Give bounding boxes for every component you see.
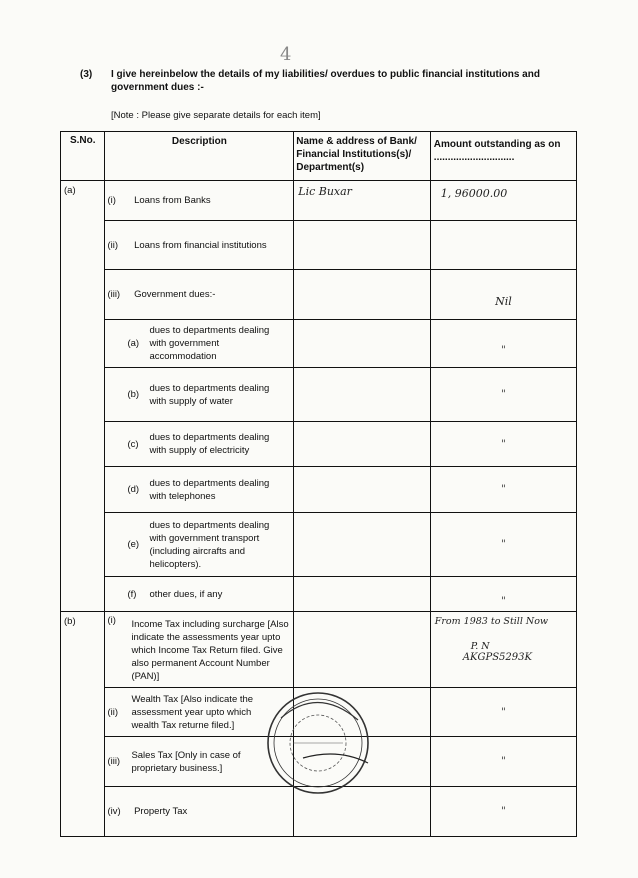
amount-cell (430, 221, 576, 270)
sub-letter: (c) (127, 438, 139, 450)
row-desc: Income Tax including surcharge [Also indicate the assessments year upto which Income Tax Return filed. Give also permanent Account Number (PAN)] (131, 619, 289, 682)
header-sno: S.No. (61, 132, 105, 181)
amount-cell (430, 270, 576, 320)
section-number: (3) (80, 69, 93, 80)
row-desc: Loans from Banks (134, 195, 211, 206)
name-cell (294, 612, 431, 688)
row-desc: other dues, if any (149, 588, 223, 600)
row-number: (iv) (107, 806, 121, 817)
row-number: (iii) (107, 289, 121, 300)
name-cell (294, 787, 431, 837)
desc-cell (105, 270, 294, 320)
row-number: (iii) (107, 756, 121, 767)
table-header-row (61, 132, 577, 181)
handwritten-pan-number: AKGPS5293K (462, 652, 532, 663)
sub-letter: (d) (127, 484, 140, 495)
table-row (61, 737, 577, 787)
row-desc: Loans from financial institutions (134, 239, 267, 251)
handwritten-name: Lic Buxar (298, 185, 352, 198)
amount-cell: " (430, 688, 576, 737)
table-row (61, 270, 577, 320)
desc-cell (105, 688, 294, 737)
amount-cell: " (430, 513, 576, 577)
table-row (61, 787, 577, 837)
table-row (61, 181, 577, 221)
row-desc: Government dues:- (134, 289, 216, 300)
amount-cell (430, 181, 576, 221)
amount-cell: " (430, 467, 576, 513)
row-desc: dues to departments dealing with government transport (including aircrafts and helicopters). (149, 519, 270, 570)
section-note: [Note : Please give separate details for each item] (111, 110, 321, 121)
amount-cell: " (430, 320, 576, 368)
header-amount: Amount outstanding as on ............................. (430, 132, 576, 181)
table-row (61, 368, 577, 422)
name-cell (294, 320, 431, 368)
desc-cell (105, 368, 294, 422)
row-desc: dues to departments dealing with government accommodation (149, 325, 270, 362)
table-row (61, 577, 577, 612)
sub-letter: (e) (127, 539, 140, 550)
section-heading-text: I give hereinbelow the details of my liabilities/ overdues to public financial institutions and government dues :- (111, 69, 540, 93)
table-row (61, 467, 577, 513)
amount-cell: " (430, 422, 576, 467)
row-number: (ii) (107, 706, 118, 718)
amount-cell: " (430, 787, 576, 837)
liabilities-table (60, 131, 577, 837)
sub-letter: (f) (127, 588, 137, 600)
name-cell (294, 181, 431, 221)
table-row (61, 320, 577, 368)
amount-cell: " (430, 577, 576, 612)
desc-cell (105, 737, 294, 787)
row-desc: dues to departments dealing with supply of water (149, 382, 270, 407)
handwritten-pan-label: P. N (470, 641, 490, 652)
sub-letter: (b) (127, 389, 140, 400)
name-cell (294, 270, 431, 320)
row-number: (i) (107, 195, 116, 206)
desc-cell (105, 467, 294, 513)
desc-cell (105, 320, 294, 368)
amount-cell: " (430, 368, 576, 422)
table-row (61, 688, 577, 737)
amount-cell (430, 612, 576, 688)
desc-cell (105, 221, 294, 270)
name-cell (294, 577, 431, 612)
desc-cell (105, 513, 294, 577)
name-cell (294, 368, 431, 422)
header-name-address: Name & address of Bank/ Financial Institutions(s)/ Department(s) (294, 132, 431, 181)
table-row (61, 221, 577, 270)
table-row (61, 422, 577, 467)
desc-cell (105, 422, 294, 467)
name-cell (294, 737, 431, 787)
name-cell (294, 422, 431, 467)
sno-cell: (b) (61, 612, 105, 837)
row-desc: dues to departments dealing with telephones (149, 477, 270, 502)
name-cell (294, 688, 431, 737)
row-desc: Sales Tax [Only in case of proprietary business.] (131, 749, 241, 774)
desc-cell (105, 787, 294, 837)
sub-letter: (a) (127, 338, 140, 349)
amount-cell: " (430, 737, 576, 787)
handwritten-income-tax-years: From 1983 to Still Now (434, 616, 549, 627)
row-desc: dues to departments dealing with supply of electricity (149, 432, 270, 456)
name-cell (294, 221, 431, 270)
page-number: 4 (280, 44, 292, 65)
desc-cell (105, 181, 294, 221)
name-cell (294, 513, 431, 577)
row-number: (i) (107, 615, 116, 626)
row-desc: Wealth Tax [Also indicate the assessment year upto which wealth Tax returne filed.] (131, 693, 254, 731)
desc-cell (105, 577, 294, 612)
table-row (61, 513, 577, 577)
row-desc: Property Tax (134, 806, 188, 817)
desc-cell (105, 612, 294, 688)
row-number: (ii) (107, 239, 118, 251)
sno-cell: (a) (61, 181, 105, 612)
name-cell (294, 467, 431, 513)
handwritten-amount: 1, 96000.00 (440, 187, 508, 200)
table-row (61, 612, 577, 688)
handwritten-nil: Nil (495, 295, 512, 308)
header-description: Description (105, 132, 294, 181)
